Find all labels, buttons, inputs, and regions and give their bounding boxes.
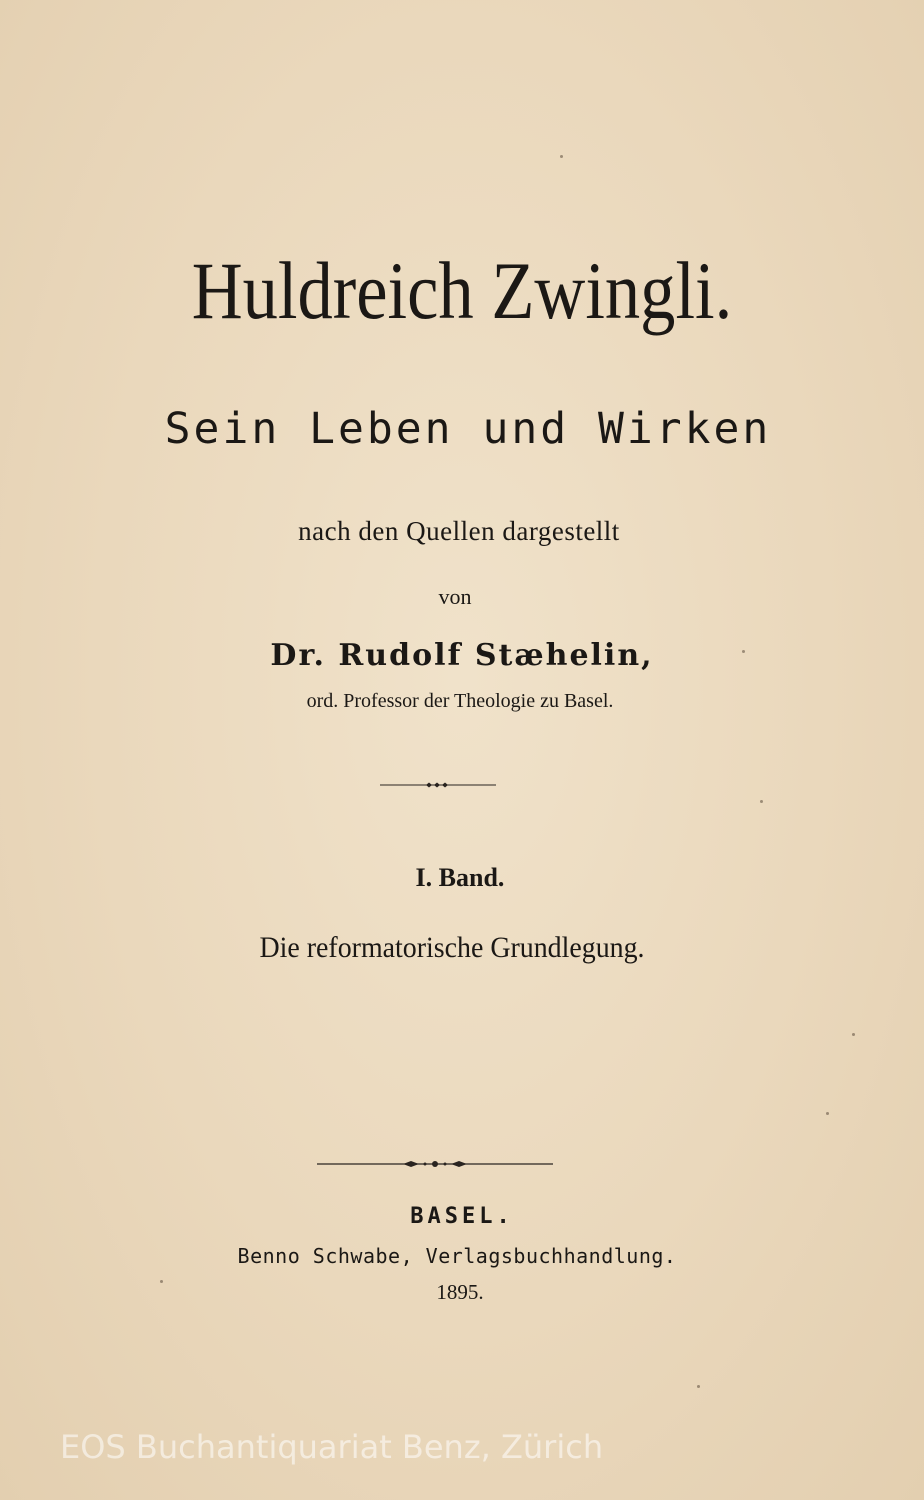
paper-speck <box>760 800 763 803</box>
book-subtitle: Sein Leben und Wirken <box>164 404 772 454</box>
description-line: nach den Quellen dargestellt <box>298 516 620 546</box>
paper-speck <box>852 1033 855 1036</box>
ornament-divider-bottom <box>315 1157 555 1171</box>
author-name: Dr. Rudolf Stæhelin, <box>270 638 654 673</box>
publication-year: 1895. <box>436 1280 484 1304</box>
volume-title: Die reformatorische Grundlegung. <box>259 931 645 964</box>
paper-speck <box>742 650 745 653</box>
paper-speck <box>697 1385 700 1388</box>
author-position: ord. Professor der Theologie zu Basel. <box>306 690 614 712</box>
paper-speck <box>826 1112 829 1115</box>
publisher-name: Benno Schwabe, Verlagsbuchhandlung. <box>237 1244 677 1268</box>
watermark-text: EOS Buchantiquariat Benz, Zürich <box>60 1428 604 1466</box>
publication-city: BASEL. <box>410 1204 514 1229</box>
volume-label: I. Band. <box>415 863 505 892</box>
ornament-divider-top <box>378 778 498 792</box>
paper-speck <box>560 155 563 158</box>
book-title: Huldreich Zwingli. <box>191 245 733 336</box>
paper-speck <box>160 1280 163 1283</box>
by-line: von <box>438 584 472 609</box>
